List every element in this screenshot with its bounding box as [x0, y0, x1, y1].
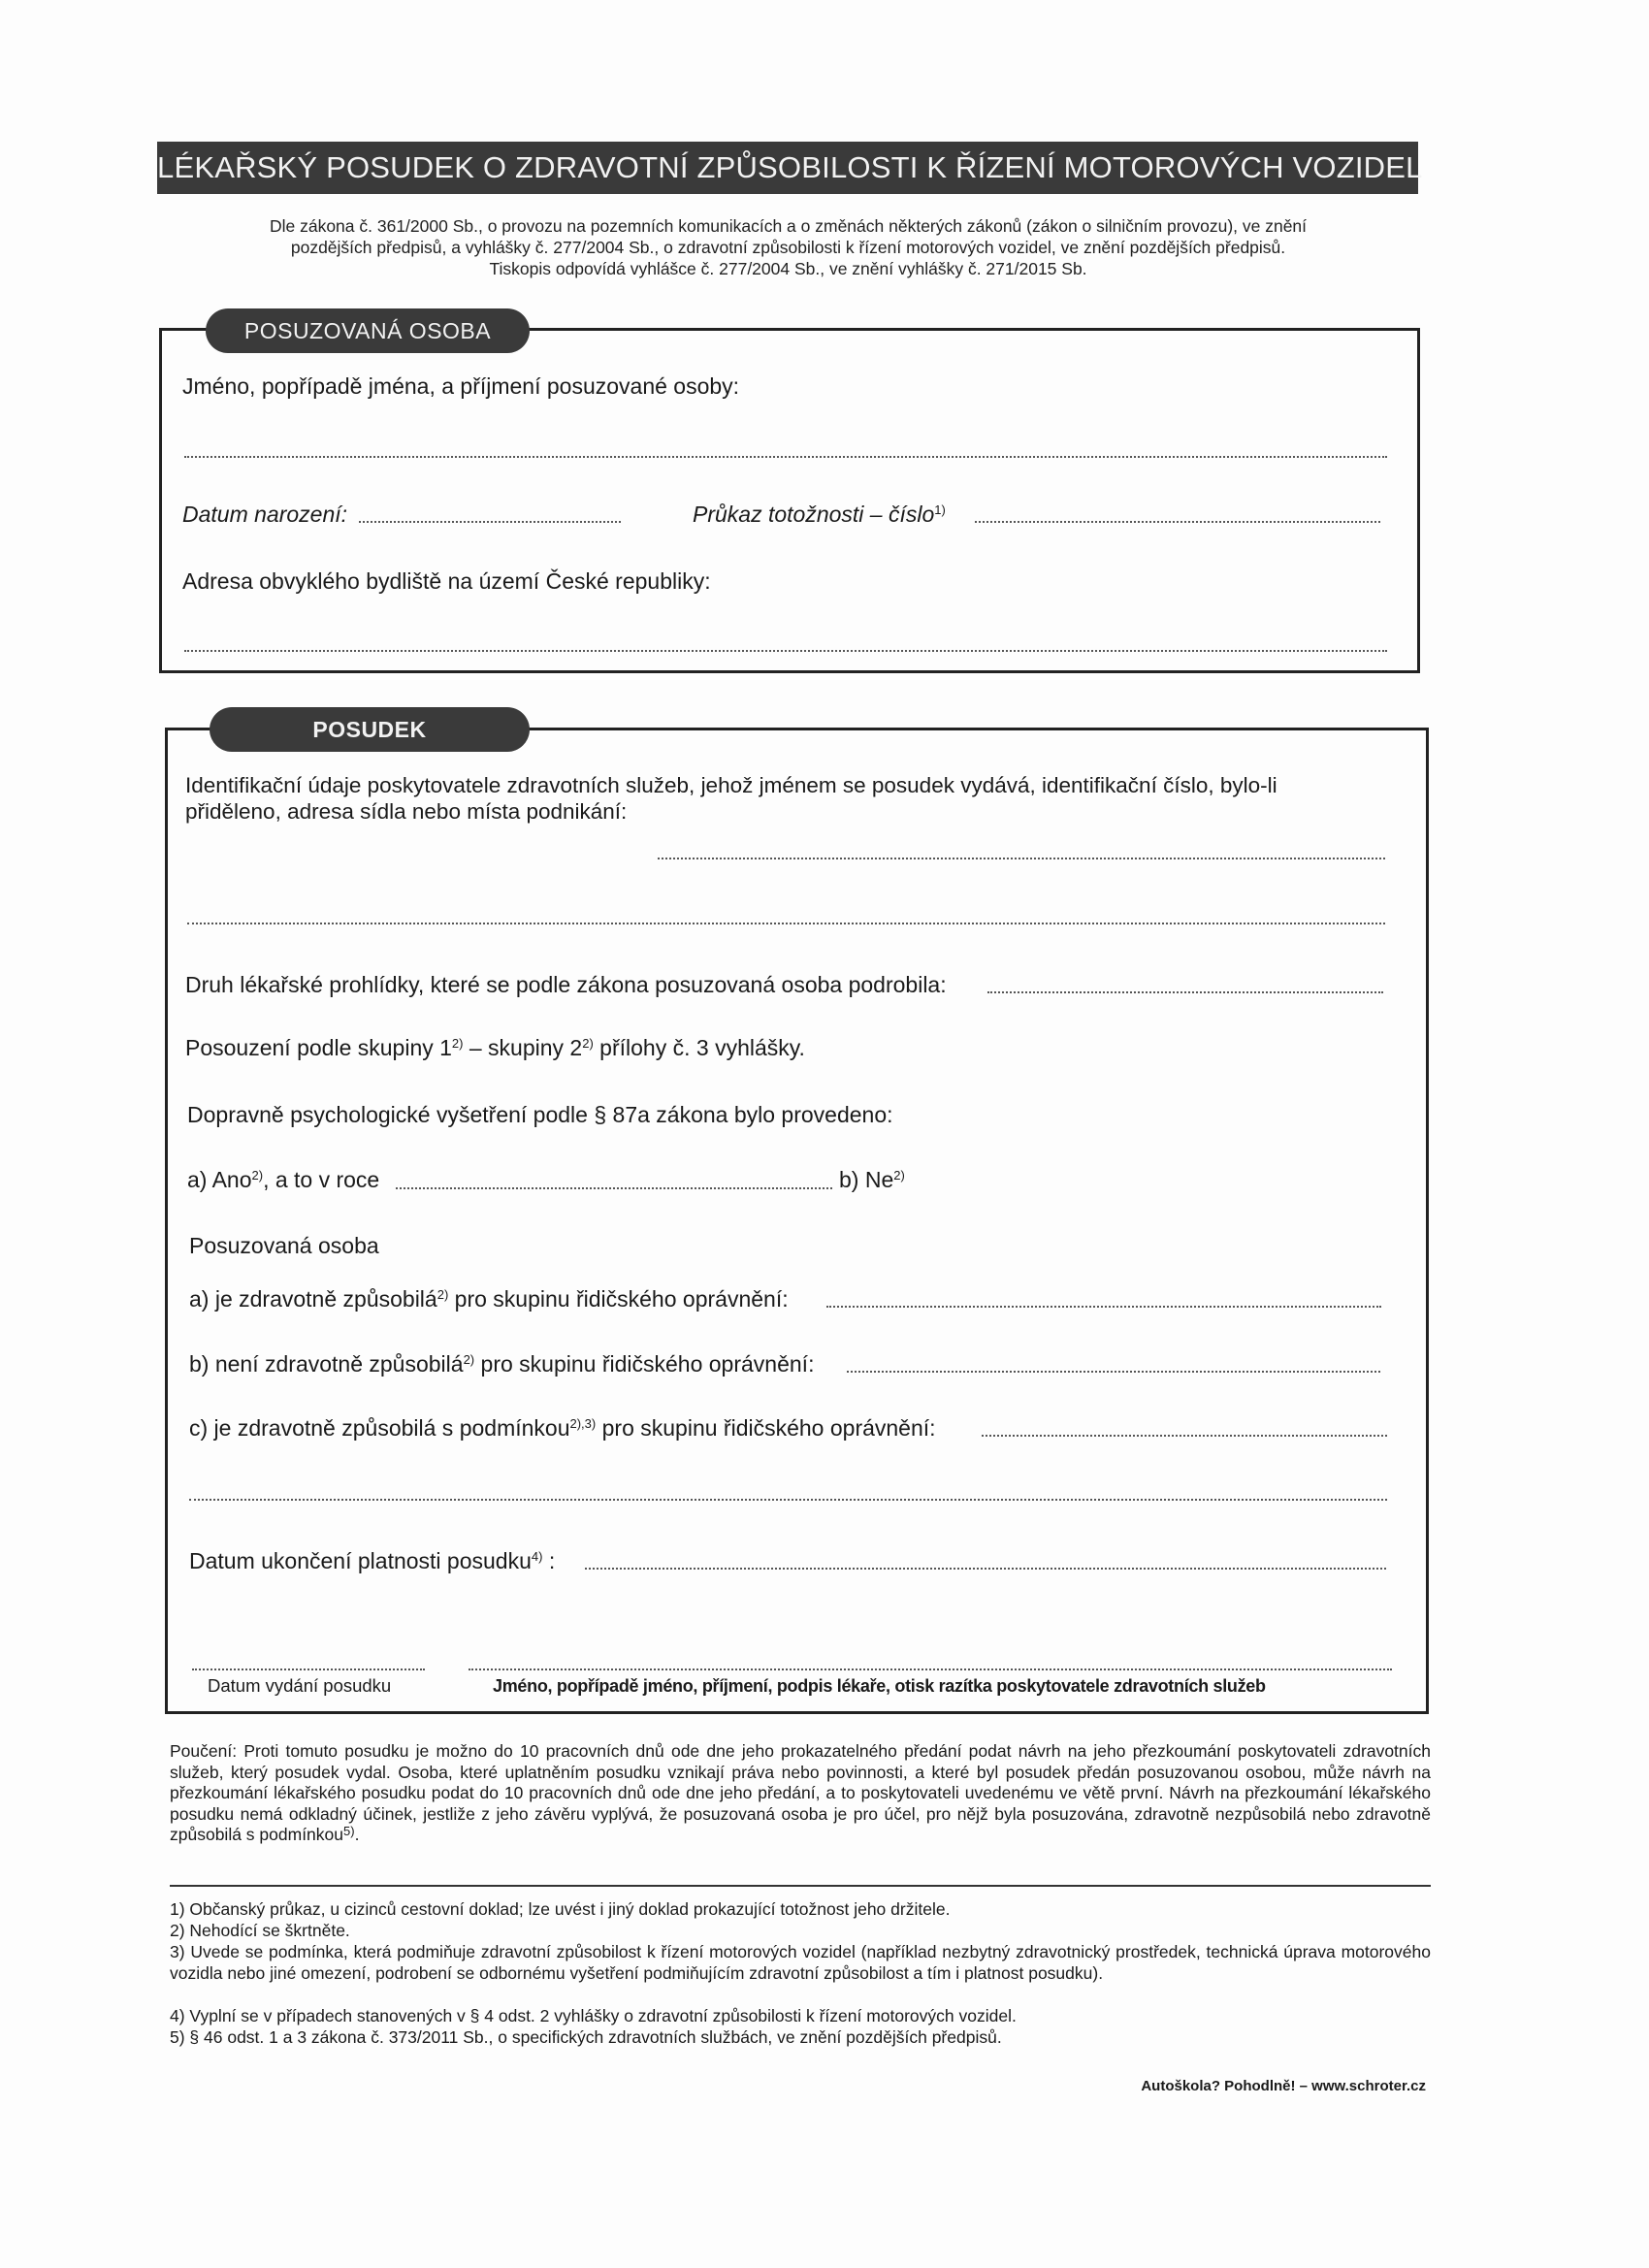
conditional-group-text: pro skupinu řidičského oprávnění:: [596, 1415, 936, 1441]
footnote-ref: 2): [582, 1036, 594, 1051]
footnote-ref: 2): [893, 1168, 905, 1183]
assessed-person-label: Posuzovaná osoba: [189, 1233, 379, 1258]
conditional-option[interactable]: [189, 1414, 936, 1442]
id-number-label-text: Průkaz totožnosti – číslo: [693, 502, 935, 527]
intro-line-3: Tiskopis odpovídá vyhlášce č. 277/2004 Sb., ve znění vyhlášky č. 271/2015 Sb.: [489, 259, 1087, 278]
psych-yes-text: a) Ano: [187, 1167, 252, 1192]
fit-group-text: pro skupinu řidičského oprávnění:: [448, 1286, 789, 1312]
group-assessment-line: [185, 1034, 805, 1061]
exam-type-field[interactable]: [987, 991, 1383, 993]
expiry-date-field[interactable]: [585, 1568, 1386, 1570]
issue-date-label: Datum vydání posudku: [208, 1675, 392, 1696]
intro-line-2: pozdějších předpisů, a vyhlášky č. 277/2004 Sb., o zdravotní způsobilosti k řízení motorových vozidel, ve znění pozdějších předpisů.: [290, 238, 1286, 257]
appeal-notice-end: .: [354, 1825, 360, 1844]
footnote-4: 4) Vyplní se v případech stanovených v § 4 odst. 2 vyhlášky o zdravotní způsobilosti k řízení motorových vozidel.: [170, 2006, 1017, 2025]
person-name-label: Jméno, popřípadě jména, a příjmení posuzované osoby:: [182, 373, 740, 399]
person-section-header: POSUZOVANÁ OSOBA: [206, 308, 530, 353]
footnote-3: 3) Uvede se podmínka, která podmiňuje zdravotní způsobilost k řízení motorových vozidel (například nezbytný zdravotnický prostředek, technická úprava motorového vozidla nebo jiné omezení, podrobení se odbornému vyšetření podmiňujícím zdravotní způsobilost a tím i platnost posudku).: [170, 1942, 1431, 1983]
unfit-option[interactable]: [189, 1350, 814, 1377]
psych-no-option[interactable]: [839, 1166, 905, 1193]
signature-label: Jméno, popřípadě jméno, příjmení, podpis lékaře, otisk razítka poskytovatele zdravotních služeb: [493, 1676, 1266, 1696]
signature-field[interactable]: [469, 1669, 1392, 1670]
footnote-1: 1) Občanský průkaz, u cizinců cestovní doklad; lze uvést i jiný doklad prokazující totožnost jeho držitele.: [170, 1899, 951, 1919]
footnote-ref: 5): [343, 1824, 355, 1838]
provider-label-line-1: Identifikační údaje poskytovatele zdravotních služeb, jehož jménem se posudek vydává, identifikační číslo, bylo-li: [185, 773, 1277, 797]
group-assessment-text-3: přílohy č. 3 vyhlášky.: [593, 1035, 805, 1060]
issue-date-field[interactable]: [192, 1669, 425, 1670]
appeal-notice-text: Poučení: Proti tomuto posudku je možno do 10 pracovních dnů ode dne jeho prokazatelného předání podat návrh na jeho přezkoumání poskytovateli zdravotních služeb, který posudek vydal. Osoba, které uplatněním posudku vznikají práva nebo povinnosti, a které byl posudek předán posuzovanou osobou, může návrh na přezkoumání lékařského posudku podat do 10 pracovních dnů ode dne jeho předání, a to poskytovateli uvedenému ve větě první. Návrh na přezkoumání lékařského posudku nemá odkladný účinek, jestliže z jeho závěru vyplývá, že posuzovaná osoba je pro účel, pro nějž byla posuzována, zdravotně nezpůsobilá nebo zdravotně způsobilá s podmínkou: [170, 1741, 1431, 1844]
provider-field-2[interactable]: [187, 923, 1385, 924]
footnote-2: 2) Nehodící se škrtněte.: [170, 1921, 350, 1940]
appeal-notice: [170, 1741, 1431, 1846]
conditional-text: c) je zdravotně způsobilá s podmínkou: [189, 1415, 570, 1441]
assessment-section-header: POSUDEK: [210, 707, 530, 752]
psych-yes-year-text: , a to v roce: [263, 1167, 380, 1192]
unfit-text: b) není zdravotně způsobilá: [189, 1351, 464, 1377]
id-number-field[interactable]: [975, 521, 1380, 523]
footnote-ref: 1): [934, 502, 946, 517]
person-name-field[interactable]: [184, 456, 1387, 458]
fit-group-field[interactable]: [826, 1306, 1381, 1308]
footnote-ref: 2),3): [569, 1416, 597, 1431]
address-field[interactable]: [184, 650, 1387, 652]
legal-intro: [165, 215, 1411, 279]
unfit-group-field[interactable]: [847, 1371, 1380, 1373]
psych-exam-label: Dopravně psychologické vyšetření podle § 87a zákona bylo provedeno:: [187, 1102, 893, 1127]
expiry-label: [189, 1547, 555, 1574]
footnote-ref: 2): [451, 1036, 464, 1051]
footnote-ref: 2): [463, 1352, 475, 1367]
footnote-5: 5) § 46 odst. 1 a 3 zákona č. 373/2011 Sb., o specifických zdravotních službách, ve znění pozdějších předpisů.: [170, 2027, 1002, 2047]
footnote-ref: 2): [251, 1168, 264, 1183]
provider-field-1[interactable]: [658, 858, 1385, 859]
footnote-ref: 2): [436, 1287, 449, 1302]
id-number-label: [693, 501, 946, 528]
psych-yes-option[interactable]: [187, 1166, 379, 1193]
group-assessment-text-1: Posouzení podle skupiny 1: [185, 1035, 452, 1060]
provider-label-line-2: přiděleno, adresa sídla nebo místa podnikání:: [185, 799, 628, 824]
dob-label: Datum narození:: [182, 502, 348, 527]
expiry-colon: :: [542, 1548, 556, 1573]
psych-no-text: b) Ne: [839, 1167, 894, 1192]
expiry-text: Datum ukončení platnosti posudku: [189, 1548, 532, 1573]
footnote-divider: [170, 1885, 1431, 1887]
psych-year-field[interactable]: [396, 1187, 832, 1189]
intro-line-1: Dle zákona č. 361/2000 Sb., o provozu na pozemních komunikacích a o změnách některých zákonů (zákon o silničním provozu), ve znění: [269, 216, 1308, 236]
condition-field[interactable]: [189, 1499, 1387, 1501]
fit-text: a) je zdravotně způsobilá: [189, 1286, 437, 1312]
fit-option[interactable]: [189, 1285, 789, 1312]
form-title: LÉKAŘSKÝ POSUDEK O ZDRAVOTNÍ ZPŮSOBILOSTI K ŘÍZENÍ MOTOROVÝCH VOZIDEL: [157, 142, 1418, 194]
brand-credit: Autoškola? Pohodlně! – www.schroter.cz: [1141, 2078, 1426, 2094]
footnote-ref: 4): [531, 1549, 543, 1564]
address-label: Adresa obvyklého bydliště na území České republiky:: [182, 568, 711, 594]
group-assessment-text-2: – skupiny 2: [463, 1035, 583, 1060]
dob-field[interactable]: [359, 521, 621, 523]
conditional-group-field[interactable]: [982, 1435, 1387, 1437]
exam-type-label: Druh lékařské prohlídky, které se podle zákona posuzovaná osoba podrobila:: [185, 972, 947, 997]
unfit-group-text: pro skupinu řidičského oprávnění:: [474, 1351, 815, 1377]
